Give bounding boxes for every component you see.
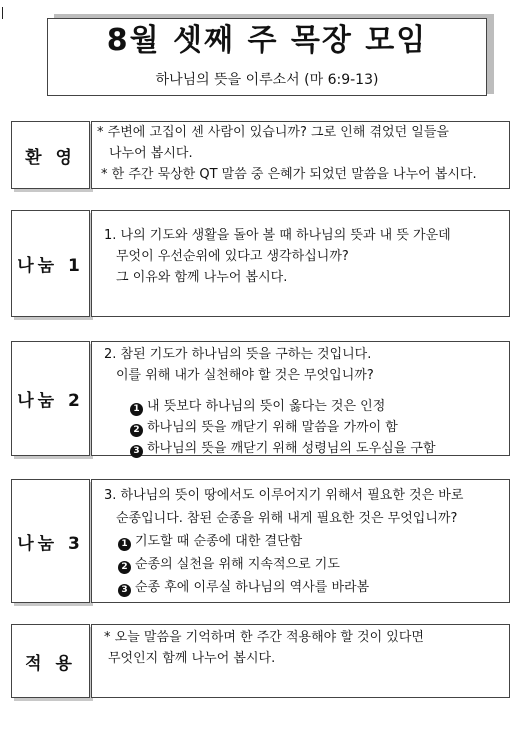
welcome-line-2: 나누어 봅시다.: [109, 146, 193, 161]
share3-item-1: 1 기도할 때 순종에 대한 결단함: [104, 530, 505, 553]
section-content-share-1: [91, 210, 510, 317]
section-label-share-1: 나눔 1: [11, 210, 90, 317]
share3-line-2: 순종입니다. 참된 순종을 위해 내게 필요한 것은 무엇입니까?: [116, 511, 458, 526]
share3-item-3: 3 순종 후에 이루실 하나님의 역사를 바라봄: [104, 576, 505, 599]
section-content-apply: [91, 624, 510, 698]
share2-item-3: 3 하나님의 뜻을 깨닫기 위해 성령님의 도우심을 구함: [104, 438, 505, 459]
header-box: [47, 18, 487, 96]
share2-item-2: 2 하나님의 뜻을 깨닫기 위해 말씀을 가까이 함: [104, 417, 505, 438]
page-subtitle: 하나님의 뜻을 이루소서 (마 6:9-13): [155, 72, 379, 88]
apply-line-2: 무엇인지 함께 나누어 봅시다.: [108, 651, 276, 666]
section-label-share-3: 나눔 3: [11, 479, 90, 603]
share2-line-2: 이를 위해 내가 실천해야 할 것은 무엇입니까?: [116, 368, 374, 383]
section-label-apply: 적 용: [11, 624, 90, 698]
text-cursor: [2, 7, 3, 19]
numbered-bullet-icon: 3: [130, 445, 143, 458]
share2-question: 2. 참된 기도가 하나님의 뜻을 구하는 것입니다.: [104, 347, 372, 362]
share1-line-3: 그 이유와 함께 나누어 봅시다.: [116, 270, 288, 285]
numbered-bullet-icon: 3: [118, 584, 131, 597]
apply-line-1: * 오늘 말씀을 기억하며 한 주간 적용해야 할 것이 있다면: [104, 630, 424, 645]
section-content-share-2: [91, 341, 510, 456]
welcome-line-1: * 주변에 고집이 센 사람이 있습니까? 그로 인해 겪었던 일들을: [97, 125, 449, 140]
share1-question: 1. 나의 기도와 생활을 돌아 볼 때 하나님의 뜻과 내 뜻 가운데: [104, 228, 451, 243]
share2-item-1: 1 내 뜻보다 하나님의 뜻이 옳다는 것은 인정: [104, 396, 505, 417]
numbered-bullet-icon: 2: [130, 424, 143, 437]
welcome-line-3: * 한 주간 묵상한 QT 말씀 중 은혜가 되었던 말씀을 나누어 봅시다.: [101, 167, 477, 182]
share1-line-2: 무엇이 우선순위에 있다고 생각하십니까?: [116, 249, 349, 264]
numbered-bullet-icon: 1: [118, 538, 131, 551]
section-label-welcome: 환 영: [11, 121, 90, 189]
section-label-share-2: 나눔 2: [11, 341, 90, 456]
page-title: 8월 셋째 주 목장 모임: [106, 23, 428, 58]
share3-item-2: 2 순종의 실천을 위해 지속적으로 기도: [104, 553, 505, 576]
section-content-share-3: [91, 479, 510, 603]
section-content-welcome: [91, 121, 510, 189]
share3-question: 3. 하나님의 뜻이 땅에서도 이루어지기 위해서 필요한 것은 바로: [104, 488, 464, 503]
numbered-bullet-icon: 1: [130, 403, 143, 416]
numbered-bullet-icon: 2: [118, 561, 131, 574]
